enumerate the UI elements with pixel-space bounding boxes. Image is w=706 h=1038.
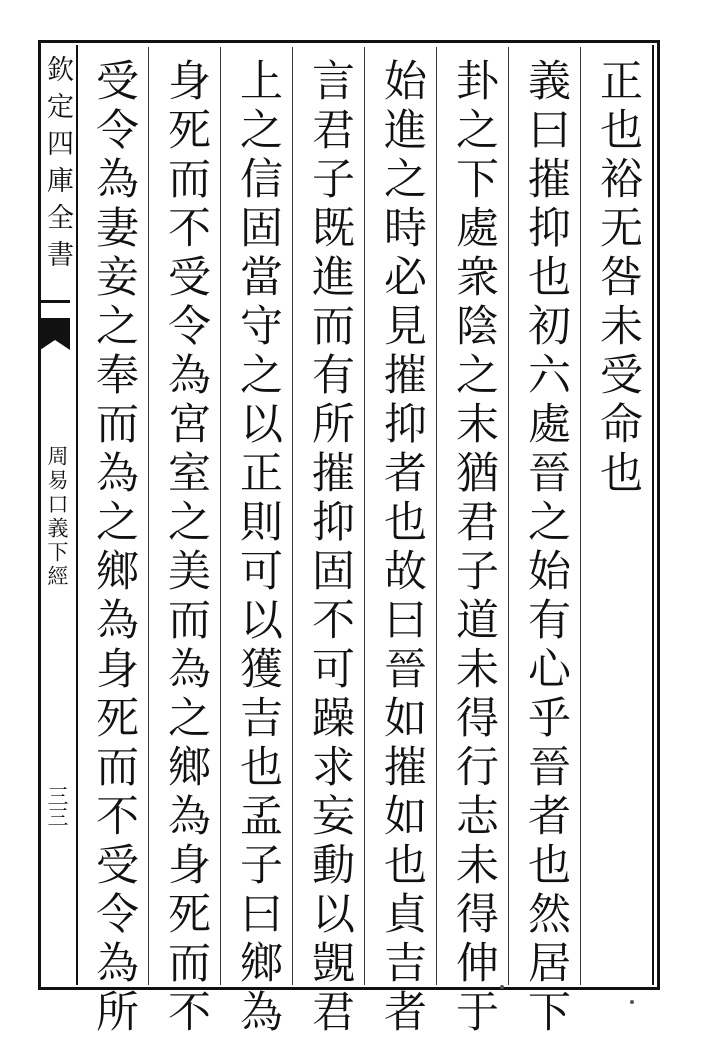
section-title: 周易口義下經	[45, 445, 69, 589]
page-margin	[0, 0, 76, 1024]
text-column-4: 始進之時必見摧抑者也故曰晉如摧如也貞吉者	[377, 58, 427, 1038]
book-title: 欽定四庫全書	[42, 55, 73, 277]
text-column-3: 卦之下處衆陰之末猶君子道未得行志未得伸于	[449, 58, 499, 1038]
ink-speck	[630, 1000, 634, 1004]
text-column-8: 受令為妻妾之奉而為之鄉為身死而不受令為所	[89, 58, 139, 1038]
text-column-1: 正也裕无咎未受命也	[593, 58, 643, 499]
ink-speck	[500, 985, 504, 989]
text-column-5: 言君子既進而有所摧抑固不可躁求妄動以覬君	[305, 58, 355, 1038]
page-number: 三三	[45, 785, 69, 827]
text-column-2: 義曰摧抑也初六處晉之始有心乎晉者也然居下	[521, 58, 571, 1038]
text-column-6: 上之信固當守之以正則可以獲吉也孟子曰鄉為	[233, 58, 283, 1038]
text-column-7: 身死而不受令為宮室之美而為之鄉為身死而不	[161, 58, 211, 1038]
fish-tail-rule	[40, 300, 70, 303]
fish-tail-mark	[40, 318, 70, 340]
